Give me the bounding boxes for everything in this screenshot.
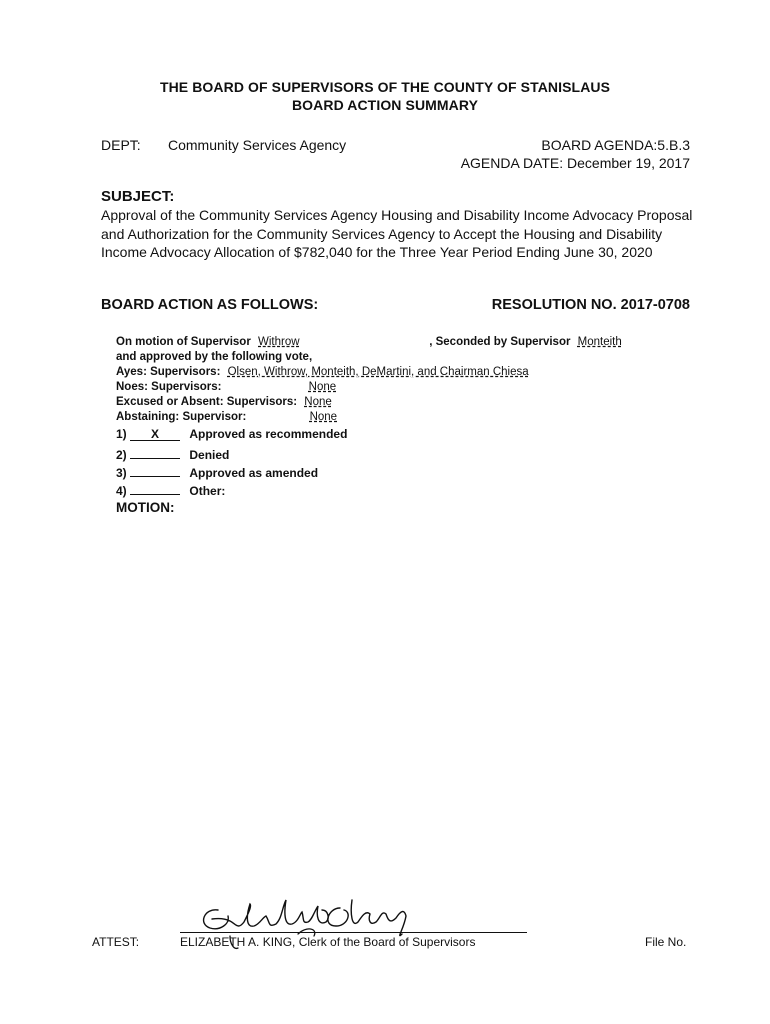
excused-line xyxy=(116,395,701,410)
subject-text: Approval of the Community Services Agency Housing and Disability Income Advocacy Proposal and Authorization for the Community Services Agency to Accept the Housing and Disability Income Advocacy Allocation of $782,040 for the Three Year Period Ending June 30, 2020 xyxy=(101,207,693,260)
subject-label: SUBJECT: xyxy=(101,188,175,205)
document-title: THE BOARD OF SUPERVISORS OF THE COUNTY OF STANISLAUS xyxy=(159,79,611,95)
noes-line xyxy=(116,380,701,395)
file-number-label: File No. xyxy=(645,935,687,949)
attest-label: ATTEST: xyxy=(92,935,140,949)
agenda-date: AGENDA DATE: December 19, 2017 xyxy=(460,155,690,171)
choice-mark xyxy=(130,445,180,459)
choice-item: 4) Other: xyxy=(116,481,347,499)
dept-label: DEPT: xyxy=(101,137,141,153)
choice-mark: X xyxy=(130,427,180,441)
motion-label: On motion of Supervisor xyxy=(116,336,251,348)
ayes-value: Olsen, Withrow, Monteith, DeMartini, and Chairman Chiesa xyxy=(227,366,529,378)
excused-value: None xyxy=(304,396,332,408)
choice-list xyxy=(116,427,347,499)
ayes-line xyxy=(116,365,701,380)
excused-label: Excused or Absent: Supervisors: xyxy=(116,396,298,408)
choice-item: 1) X Approved as recommended xyxy=(116,427,348,441)
abstaining-label: Abstaining: Supervisor: xyxy=(116,411,247,423)
document-subtitle: BOARD ACTION SUMMARY xyxy=(291,97,479,113)
noes-value: None xyxy=(308,381,337,393)
seconded-supervisor: Monteith xyxy=(577,336,622,348)
choice-mark xyxy=(130,463,180,477)
choice-mark xyxy=(130,481,180,495)
signature-line xyxy=(180,932,527,933)
board-action-heading: BOARD ACTION AS FOLLOWS: xyxy=(101,297,319,313)
seconded-label: , Seconded by Supervisor xyxy=(429,336,571,348)
choice-item: 3) Approved as amended xyxy=(116,463,347,481)
abstaining-line xyxy=(116,410,701,425)
clerk-name: ELIZABETH A. KING, Clerk of the Board of Supervisors xyxy=(180,935,476,949)
abstaining-value: None xyxy=(309,411,338,423)
approved-line: and approved by the following vote, xyxy=(116,351,313,363)
dept-value: Community Services Agency xyxy=(168,137,347,153)
resolution-number: RESOLUTION NO. 2017-0708 xyxy=(491,297,690,313)
board-agenda: BOARD AGENDA:5.B.3 xyxy=(541,137,690,153)
motion-line xyxy=(116,335,701,350)
noes-label: Noes: Supervisors: xyxy=(116,381,222,393)
motion-label: MOTION: xyxy=(116,500,175,515)
motion-supervisor: Withrow xyxy=(258,336,300,348)
ayes-label: Ayes: Supervisors: xyxy=(116,366,221,378)
vote-block xyxy=(116,335,701,425)
choice-item: 2) Denied xyxy=(116,445,347,463)
